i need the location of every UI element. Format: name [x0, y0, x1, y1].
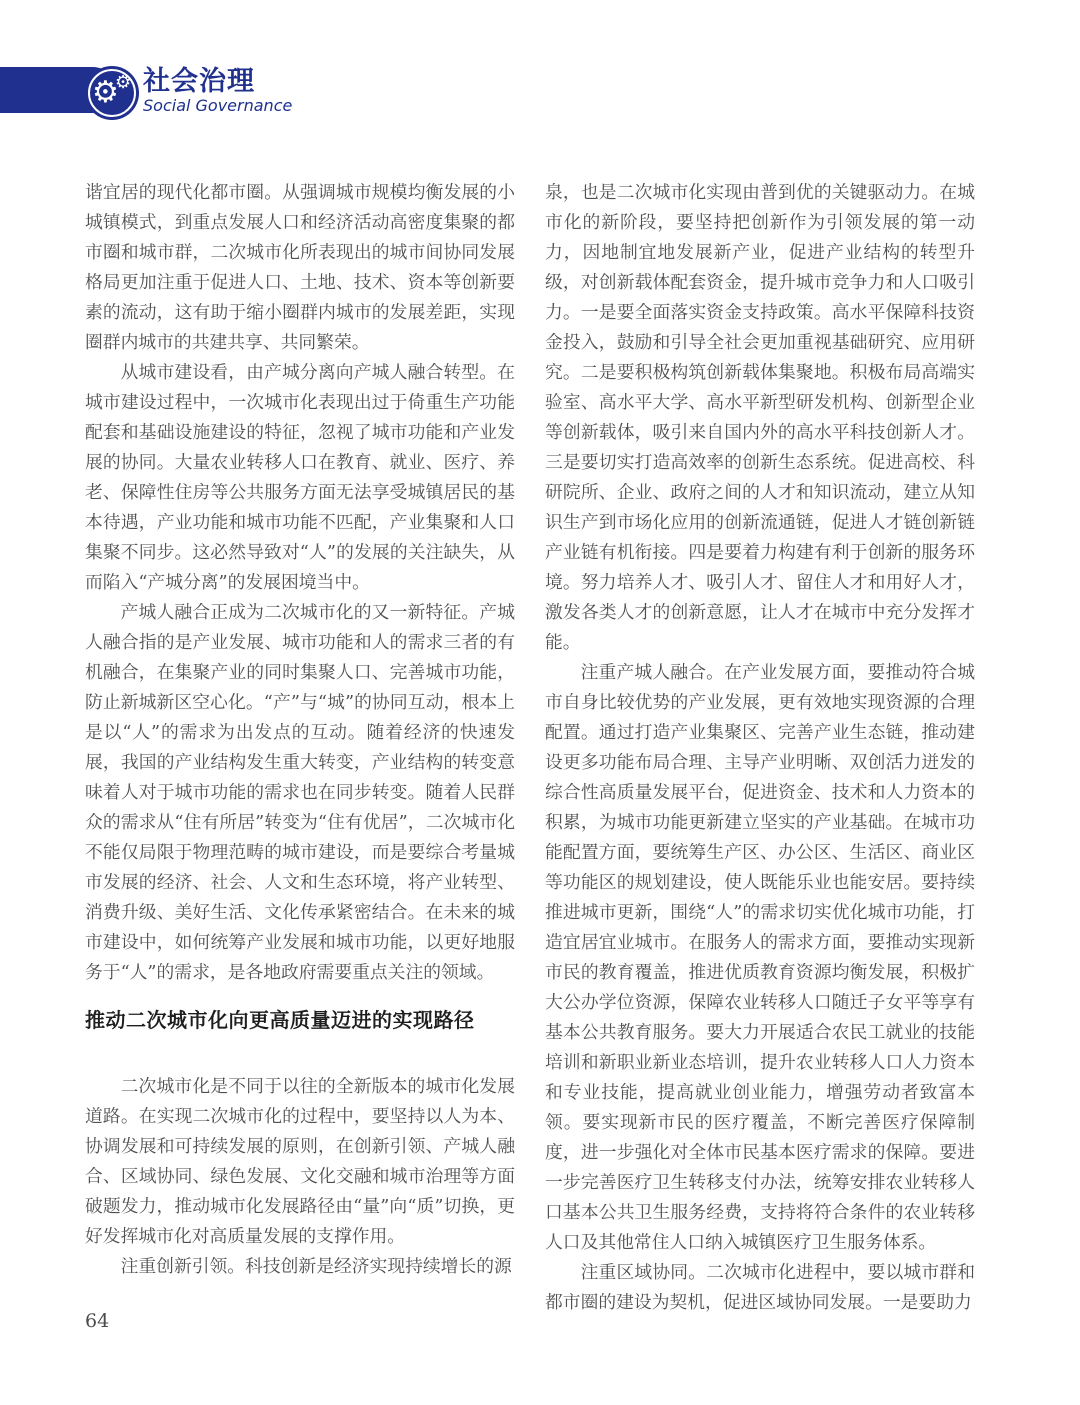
article-body: [85, 178, 975, 1318]
paragraph: 产城人融合正成为二次城市化的又一新特征。产城人融合指的是产业发展、城市功能和人的需求三者的有机融合，在集聚产业的同时集聚人口、完善城市功能，防止新城新区空心化。“产”与“城”的协同互动，根本上是以“人”的需求为出发点的互动。随着经济的快速发展，我国的产业结构发生重大转变，产业结构的转变意味着人对于城市功能的需求也在同步转变。随着人民群众的需求从“住有所居”转变为“住有优居”，二次城市化不能仅局限于物理范畴的城市建设，而是要综合考量城市发展的经济、社会、人文和生态环境，将产业转型、消费升级、美好生活、文化传承紧密结合。在未来的城市建设中，如何统筹产业发展和城市功能，以更好地服务于“人”的需求，是各地政府需要重点关注的领域。: [85, 602, 515, 983]
right-column: [545, 178, 975, 1318]
paragraph: 谐宜居的现代化都市圈。从强调城市规模均衡发展的小城镇模式，到重点发展人口和经济活动高密度集聚的都市圈和城市群，二次城市化所表现出的城市间协同发展格局更加注重于促进人口、土地、技术、资本等创新要素的流动，这有助于缩小圈群内城市的发展差距，实现圈群内城市的共建共享、共同繁荣。: [85, 182, 515, 353]
gear-icon: ⚙: [92, 75, 119, 110]
left-column: [85, 178, 515, 1318]
gear-icon: ⚙: [115, 72, 132, 93]
paragraph: 从城市建设看，由产城分离向产城人融合转型。在城市建设过程中，一次城市化表现出过于倚重生产功能配套和基础设施建设的特征，忽视了城市功能和产业发展的协同。大量农业转移人口在教育、就业、医疗、养老、保障性住房等公共服务方面无法享受城镇居民的基本待遇，产业功能和城市功能不匹配，产业集聚和人口集聚不同步。这必然导致对“人”的发展的关注缺失，从而陷入“产城分离”的发展困境当中。: [85, 362, 515, 593]
paragraph: 二次城市化是不同于以往的全新版本的城市化发展道路。在实现二次城市化的过程中，要坚持以人为本、协调发展和可持续发展的原则，在创新引领、产城人融合、区域协同、绿色发展、文化交融和城市治理等方面破题发力，推动城市化发展路径由“量”向“质”切换，更好发挥城市化对高质量发展的支撑作用。: [85, 1076, 515, 1247]
magazine-title-english: Social Governance: [143, 96, 293, 115]
section-heading: 推动二次城市化向更高质量迈进的实现路径: [85, 1008, 475, 1032]
magazine-title-chinese: 社会治理: [143, 66, 255, 97]
paragraph: 注重创新引领。科技创新是经济实现持续增长的源: [120, 1256, 512, 1277]
brand-text: [143, 68, 292, 114]
paragraph: 注重产城人融合。在产业发展方面，要推动符合城市自身比较优势的产业发展，更有效地实现资源的合理配置。通过打造产业集聚区、完善产业生态链，推动建设更多功能布局合理、主导产业明晰、双创活力迸发的综合性高质量发展平台，促进资金、技术和人力资本的积累，为城市功能更新建立坚实的产业基础。在城市功能配置方面，要统筹生产区、办公区、生活区、商业区等功能区的规划建设，使人既能乐业也能安居。要持续推进城市更新，围绕“人”的需求切实优化城市功能，打造宜居宜业城市。在服务人的需求方面，要推动实现新市民的教育覆盖，推进优质教育资源均衡发展，积极扩大公办学位资源，保障农业转移人口随迁子女平等享有基本公共教育服务。要大力开展适合农民工就业的技能培训和新职业新业态培训，提升农业转移人口人力资本和专业技能，提高就业创业能力，增强劳动者致富本领。要实现新市民的医疗覆盖，不断完善医疗保障制度，进一步强化对全体市民基本医疗需求的保障。要进一步完善医疗卫生转移支付办法，统筹安排农业转移人口基本公共卫生服务经费，支持将符合条件的农业转移人口及其他常住人口纳入城镇医疗卫生服务体系。: [545, 662, 975, 1253]
gears-logo: [85, 66, 139, 120]
paragraph: 注重区域协同。二次城市化进程中，要以城市群和都市圈的建设为契机，促进区域协同发展。一是要助力: [545, 1262, 975, 1313]
page-number: 64: [85, 1310, 110, 1332]
paragraph: 泉，也是二次城市化实现由普到优的关键驱动力。在城市化的新阶段，要坚持把创新作为引领发展的第一动力，因地制宜地发展新产业，促进产业结构的转型升级，对创新载体配套资金，提升城市竞争力和人口吸引力。一是要全面落实资金支持政策。高水平保障科技资金投入，鼓励和引导全社会更加重视基础研究、应用研究。二是要积极构筑创新载体集聚地。积极布局高端实验室、高水平大学、高水平新型研发机构、创新型企业等创新载体，吸引来自国内外的高水平科技创新人才。三是要切实打造高效率的创新生态系统。促进高校、科研院所、企业、政府之间的人才和知识流动，建立从知识生产到市场化应用的创新流通链，促进人才链创新链产业链有机衔接。四是要着力构建有利于创新的服务环境。努力培养人才、吸引人才、留住人才和用好人才，激发各类人才的创新意愿，让人才在城市中充分发挥才能。: [545, 182, 975, 653]
